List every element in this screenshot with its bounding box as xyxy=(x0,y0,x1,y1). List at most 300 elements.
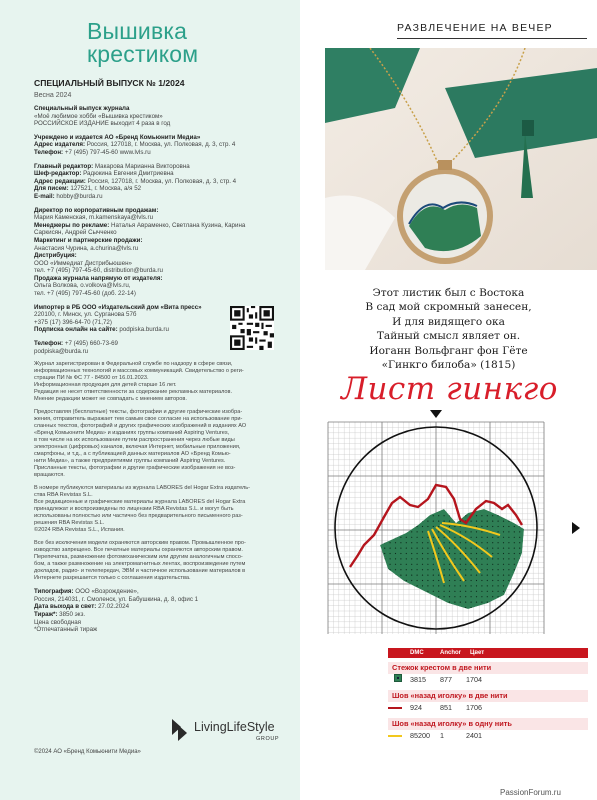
value: Россия, 127018, г. Москва, ул. Полковая, д. 3, стр. 4 xyxy=(85,177,237,185)
stitch-dot xyxy=(449,602,450,603)
source-watermark: PassionForum.ru xyxy=(500,788,561,797)
stitch-dot xyxy=(433,596,434,597)
stitch-dot xyxy=(422,553,423,554)
stitch-dot xyxy=(400,558,401,559)
stitch-dot xyxy=(492,526,493,527)
stitch-dot xyxy=(427,548,428,549)
label: Главный редактор: xyxy=(34,162,94,170)
stitch-dot xyxy=(433,575,434,576)
stitch-dot xyxy=(438,526,439,527)
publisher-logo xyxy=(168,717,298,747)
stitch-dot xyxy=(417,585,418,586)
stitch-dot xyxy=(449,553,450,554)
stitch-dot xyxy=(417,596,418,597)
stitch-dot xyxy=(411,531,412,532)
stitch-dot xyxy=(390,602,391,603)
stitch-dot xyxy=(514,585,515,586)
stitch-dot xyxy=(519,515,520,516)
imprint-line xyxy=(34,149,290,157)
text-line: докладов, радио- и телепередач, ЭВМ и частичное использование материалов в xyxy=(34,568,246,575)
stitch-dot xyxy=(454,580,455,581)
stitch-dot xyxy=(476,537,477,538)
stitch-dot xyxy=(449,564,450,565)
label: Подписка онлайн на сайте: xyxy=(34,326,118,334)
stitch-dot xyxy=(438,580,439,581)
stitch-dot xyxy=(492,575,493,576)
stitch-dot xyxy=(422,602,423,603)
stitch-dot xyxy=(481,564,482,565)
stitch-dot xyxy=(438,575,439,576)
stitch-dot xyxy=(433,521,434,522)
dmc-value: 924 xyxy=(410,703,422,712)
stitch-dot xyxy=(422,548,423,549)
stitch-dot xyxy=(471,585,472,586)
stitch-dot xyxy=(417,553,418,554)
stitch-dot xyxy=(417,548,418,549)
imprint-line: Импортер в РБ ООО «Издательский дом «Вита пресс» xyxy=(34,303,202,311)
stitch-dot xyxy=(400,531,401,532)
stitch-dot xyxy=(487,575,488,576)
pattern-title: Лист гинкго xyxy=(341,371,558,407)
stitch-dot xyxy=(498,564,499,565)
stitch-dot xyxy=(417,558,418,559)
stitch-dot xyxy=(427,569,428,570)
stitch-dot xyxy=(427,585,428,586)
stitch-dot xyxy=(400,591,401,592)
stitch-dot xyxy=(400,596,401,597)
stitch-dot xyxy=(444,596,445,597)
stitch-dot xyxy=(487,515,488,516)
stitch-dot xyxy=(400,537,401,538)
stitch-dot xyxy=(508,569,509,570)
stitch-dot xyxy=(422,575,423,576)
stitch-dot xyxy=(519,548,520,549)
red-line-icon xyxy=(388,706,402,710)
stitch-dot xyxy=(406,607,407,608)
stitch-dot xyxy=(444,553,445,554)
stitch-dot xyxy=(417,602,418,603)
stitch-dot xyxy=(390,553,391,554)
imprint-line xyxy=(34,178,290,186)
stitch-dot xyxy=(395,596,396,597)
stitch-dot xyxy=(390,569,391,570)
imprint-line xyxy=(34,222,290,230)
stitch-dot xyxy=(406,531,407,532)
stitch-dot xyxy=(525,607,526,608)
qr-code-icon[interactable] xyxy=(230,306,274,350)
stitch-dot xyxy=(390,596,391,597)
stitch-dot xyxy=(476,564,477,565)
stitch-dot xyxy=(465,575,466,576)
stitch-dot xyxy=(411,580,412,581)
text-line: вращаются. xyxy=(34,472,65,479)
stitch-dot xyxy=(471,602,472,603)
stitch-dot xyxy=(406,548,407,549)
stitch-dot xyxy=(503,596,504,597)
stitch-dot xyxy=(449,585,450,586)
stitch-dot xyxy=(406,526,407,527)
stitch-dot xyxy=(411,553,412,554)
stitch-dot xyxy=(444,591,445,592)
stitch-dot xyxy=(519,596,520,597)
stitch-dot xyxy=(449,569,450,570)
stitch-dot xyxy=(525,531,526,532)
stitch-dot xyxy=(444,575,445,576)
stitch-dot xyxy=(492,569,493,570)
stitch-dot xyxy=(400,564,401,565)
stitch-dot xyxy=(465,531,466,532)
stitch-dot xyxy=(519,569,520,570)
stitch-dot xyxy=(498,537,499,538)
stitch-dot xyxy=(384,602,385,603)
stitch-dot xyxy=(492,585,493,586)
stitch-dot xyxy=(433,553,434,554)
label: E-mail: xyxy=(34,192,55,200)
stitch-dot xyxy=(433,564,434,565)
stitch-dot xyxy=(411,564,412,565)
stitch-dot xyxy=(444,537,445,538)
text-line: ства RBA Revistas S.L. xyxy=(34,492,93,499)
stitch-dot xyxy=(395,537,396,538)
stitch-dot xyxy=(427,558,428,559)
stitch-dot xyxy=(492,580,493,581)
value: 3850 экз. xyxy=(57,611,86,618)
season: Весна 2024 xyxy=(34,92,72,99)
text-line: Интернете разрешается только с соглашения издательства. xyxy=(34,575,191,582)
stitch-dot xyxy=(503,553,504,554)
stitch-dot xyxy=(503,569,504,570)
stitch-dot xyxy=(406,564,407,565)
stitch-dot xyxy=(427,521,428,522)
stitch-dot xyxy=(498,569,499,570)
stitch-dot xyxy=(519,602,520,603)
stitch-dot xyxy=(508,521,509,522)
stitch-dot xyxy=(395,548,396,549)
stitch-dot xyxy=(508,542,509,543)
stitch-dot xyxy=(444,521,445,522)
stitch-dot xyxy=(433,607,434,608)
label: Шеф-редактор: xyxy=(34,170,82,178)
stitch-dot xyxy=(481,585,482,586)
stitch-dot xyxy=(449,548,450,549)
stitch-dot xyxy=(508,526,509,527)
stitch-dot xyxy=(525,580,526,581)
stitch-dot xyxy=(498,585,499,586)
stitch-dot xyxy=(487,564,488,565)
value: +7 (495) 797-45-60 www.lvls.ru xyxy=(63,148,151,156)
stitch-dot xyxy=(454,564,455,565)
stitch-dot xyxy=(465,580,466,581)
stitch-dot xyxy=(498,531,499,532)
stitch-dot xyxy=(417,537,418,538)
title-line-1: Вышивка xyxy=(87,18,188,44)
stitch-dot xyxy=(390,542,391,543)
stitch-dot xyxy=(454,558,455,559)
imprint-line xyxy=(34,588,290,596)
header-dmc: DMC xyxy=(410,650,424,656)
stitch-dot xyxy=(390,531,391,532)
stitch-dot xyxy=(395,515,396,516)
stitch-dot xyxy=(465,515,466,516)
stitch-dot xyxy=(395,607,396,608)
issue-number: СПЕЦИАЛЬНЫЙ ВЫПУСК № 1/2024 xyxy=(34,78,185,88)
stitch-dot xyxy=(390,575,391,576)
stitch-dot xyxy=(465,564,466,565)
legend-row xyxy=(388,730,588,742)
label: Дата выхода в свет: xyxy=(34,603,97,611)
stitch-dot xyxy=(411,569,412,570)
stitch-dot xyxy=(525,526,526,527)
text-line: Информационная продукция для детей старше 16 лет. xyxy=(34,382,177,389)
stitch-dot xyxy=(498,558,499,559)
text-line: «Бренд Комьюнити Медиа» и изданиях группы компаний Aspiring Ventures, xyxy=(34,430,230,437)
stitch-dot xyxy=(460,542,461,543)
stitch-dot xyxy=(503,580,504,581)
stitch-dot xyxy=(498,526,499,527)
imprint-line: Анастасия Чурина, a.churina@lvls.ru xyxy=(34,244,139,252)
stitch-dot xyxy=(444,602,445,603)
stitch-dot xyxy=(433,602,434,603)
stitch-dot xyxy=(519,542,520,543)
stitch-dot xyxy=(422,542,423,543)
imprint-line: +375 (17) 396-64-70 (71,72) xyxy=(34,318,112,326)
poem-source: «Гинкго билоба» (1815) xyxy=(381,359,516,372)
stitch-dot xyxy=(519,580,520,581)
stitch-dot xyxy=(449,580,450,581)
stitch-dot xyxy=(503,526,504,527)
stitch-dot xyxy=(449,591,450,592)
stitch-dot xyxy=(481,596,482,597)
stitch-dot xyxy=(400,521,401,522)
poem-author: Иоганн Вольфганг фон Гёте xyxy=(369,344,528,357)
stitch-dot xyxy=(519,591,520,592)
stitch-dot xyxy=(476,526,477,527)
label: Телефон: xyxy=(34,148,64,156)
color-value: 2401 xyxy=(466,731,482,740)
imprint-line: Ольга Волкова, o.volkova@lvls.ru, xyxy=(34,282,131,290)
stitch-dot xyxy=(390,564,391,565)
stitch-dot xyxy=(438,591,439,592)
stitch-dot xyxy=(481,537,482,538)
stitch-dot xyxy=(417,521,418,522)
stitch-dot xyxy=(465,542,466,543)
stitch-dot xyxy=(471,607,472,608)
stitch-dot xyxy=(438,521,439,522)
stitch-dot xyxy=(427,591,428,592)
stitch-dot xyxy=(471,575,472,576)
stitch-dot xyxy=(508,553,509,554)
stitch-dot xyxy=(476,515,477,516)
stitch-dot xyxy=(427,537,428,538)
stitch-dot xyxy=(503,564,504,565)
stitch-dot xyxy=(411,558,412,559)
stitch-dot xyxy=(503,542,504,543)
stitch-dot xyxy=(384,537,385,538)
stitch-dot xyxy=(508,515,509,516)
stitch-dot xyxy=(406,602,407,603)
stitch-dot xyxy=(514,542,515,543)
stitch-dot xyxy=(406,542,407,543)
stitch-dot xyxy=(465,596,466,597)
stitch-dot xyxy=(411,542,412,543)
stitch-dot xyxy=(519,607,520,608)
stitch-dot xyxy=(438,537,439,538)
text-line: сланных текстов, фотографий и других графических изображений в изданиях АО xyxy=(34,423,247,430)
text-line: смартфоны, и т.д., а с публикацией данных материалов АО «Бренд Комью- xyxy=(34,451,231,458)
stitch-dot xyxy=(471,558,472,559)
poem-line: Этот листик был с Востока xyxy=(372,287,525,299)
imprint-line: Директор по корпоративным продажам: xyxy=(34,206,159,214)
stitch-dot xyxy=(481,558,482,559)
stitch-dot xyxy=(492,564,493,565)
print-block xyxy=(34,588,290,634)
label: Тираж*: xyxy=(34,611,58,618)
stitch-dot xyxy=(503,558,504,559)
stitch-dot xyxy=(487,526,488,527)
stitch-dot xyxy=(417,542,418,543)
stitch-dot xyxy=(481,553,482,554)
stitch-dot xyxy=(422,537,423,538)
stitch-dot xyxy=(449,607,450,608)
stitch-dot xyxy=(427,602,428,603)
law-block xyxy=(34,540,290,582)
imprint-line: Дистрибуция: xyxy=(34,252,77,260)
text-line: жения, отправитель выражает тем самым свое согласие на использование при- xyxy=(34,416,243,423)
email-link[interactable]: hobby@burda.ru xyxy=(54,192,103,200)
stitch-dot xyxy=(514,564,515,565)
stitch-dot xyxy=(525,585,526,586)
stitch-dot xyxy=(498,515,499,516)
pendant-photo xyxy=(325,48,597,270)
symbol-cell xyxy=(388,674,404,686)
stitch-dot xyxy=(476,558,477,559)
stitch-dot xyxy=(460,580,461,581)
logo-group: GROUP xyxy=(256,736,280,742)
stitch-dot xyxy=(471,596,472,597)
stitch-dot xyxy=(427,575,428,576)
label: Адрес редакции: xyxy=(34,177,86,185)
stitch-dot xyxy=(525,537,526,538)
stitch-dot xyxy=(471,548,472,549)
stitch-dot xyxy=(525,564,526,565)
text-line: изводство запрещено. Все печатные материалы охраняются авторским правом. xyxy=(34,547,243,554)
stitch-dot xyxy=(400,542,401,543)
stitch-dot xyxy=(514,537,515,538)
stitch-dot xyxy=(427,553,428,554)
stitch-dot xyxy=(390,607,391,608)
stitch-dot xyxy=(422,526,423,527)
stitch-dot xyxy=(444,564,445,565)
stitch-dot xyxy=(471,580,472,581)
stitch-dot xyxy=(525,515,526,516)
stitch-dot xyxy=(390,526,391,527)
stitch-dot xyxy=(438,548,439,549)
stitch-dot xyxy=(525,591,526,592)
label: Для писем: xyxy=(34,185,69,193)
stitch-dot xyxy=(400,515,401,516)
cross-stitch-chart xyxy=(318,405,588,645)
stitch-dot xyxy=(492,542,493,543)
stitch-dot xyxy=(492,558,493,559)
stitch-dot xyxy=(422,580,423,581)
stitch-dot xyxy=(400,553,401,554)
imprint-block-5 xyxy=(34,304,290,334)
text-line: электронных (цифровых) каналов, включая Интернет, мобильные приложения, xyxy=(34,444,241,451)
imprint-line: Мария Каменская, m.kamenskaya@lvls.ru xyxy=(34,214,154,222)
stitch-dot xyxy=(454,526,455,527)
stitch-dot xyxy=(487,580,488,581)
imprint-line: Специальный выпуск журнала xyxy=(34,105,130,112)
stitch-dot xyxy=(454,521,455,522)
stitch-dot xyxy=(417,531,418,532)
stitch-dot xyxy=(503,521,504,522)
stitch-dot xyxy=(508,607,509,608)
stitch-dot xyxy=(444,585,445,586)
stitch-dot xyxy=(471,591,472,592)
stitch-dot xyxy=(438,515,439,516)
poem-line: В сад мой скромный занесен, xyxy=(365,301,532,314)
stitch-dot xyxy=(476,542,477,543)
stitch-dot xyxy=(487,569,488,570)
stitch-dot xyxy=(449,521,450,522)
text-line: Предоставляя (бесплатные) тексты, фотографии и другие графические изобра- xyxy=(34,409,243,416)
stitch-dot xyxy=(390,548,391,549)
stitch-dot xyxy=(481,602,482,603)
stitch-dot xyxy=(465,607,466,608)
label: Телефон: xyxy=(34,340,64,348)
stitch-dot xyxy=(471,569,472,570)
dmc-value: 85200 xyxy=(410,731,430,740)
value: Россия, 127018, г. Москва, ул. Полковая, д. 3, стр. 4 xyxy=(85,141,236,149)
stitch-dot xyxy=(503,607,504,608)
text-line: использованы полностью или частично без предварительного письменного раз- xyxy=(34,513,243,520)
stitch-dot xyxy=(460,596,461,597)
stitch-dot xyxy=(465,558,466,559)
stitch-dot xyxy=(384,607,385,608)
stitch-dot xyxy=(460,607,461,608)
color-value: 1706 xyxy=(466,703,482,712)
stitch-dot xyxy=(519,531,520,532)
stitch-dot xyxy=(503,575,504,576)
stitch-dot xyxy=(465,548,466,549)
stitch-dot xyxy=(498,521,499,522)
stitch-dot xyxy=(454,548,455,549)
imprint-block-3 xyxy=(34,163,290,201)
stitch-dot xyxy=(406,553,407,554)
stitch-dot xyxy=(406,515,407,516)
green-swatch-icon xyxy=(394,674,402,682)
stitch-dot xyxy=(390,521,391,522)
imprint-line: Россия, 214031, г. Смоленск, ул. Бабушкина, д. 8, офис 1 xyxy=(34,595,199,603)
stitch-dot xyxy=(411,607,412,608)
stitch-dot xyxy=(411,515,412,516)
stitch-dot xyxy=(400,602,401,603)
imprint-line[interactable]: podpiska@burda.ru xyxy=(34,347,89,355)
legend-row xyxy=(388,674,588,686)
stitch-dot xyxy=(390,580,391,581)
stitch-dot xyxy=(487,591,488,592)
stitch-dot xyxy=(454,607,455,608)
stitch-dot xyxy=(460,569,461,570)
stitch-dot xyxy=(476,575,477,576)
stitch-dot xyxy=(481,575,482,576)
stitch-dot xyxy=(406,585,407,586)
legend-header xyxy=(388,648,588,658)
label: Адрес издателя: xyxy=(34,141,86,149)
stitch-dot xyxy=(498,580,499,581)
subscription-link[interactable]: podpiska.burda.ru xyxy=(117,326,169,334)
stitch-dot xyxy=(384,558,385,559)
